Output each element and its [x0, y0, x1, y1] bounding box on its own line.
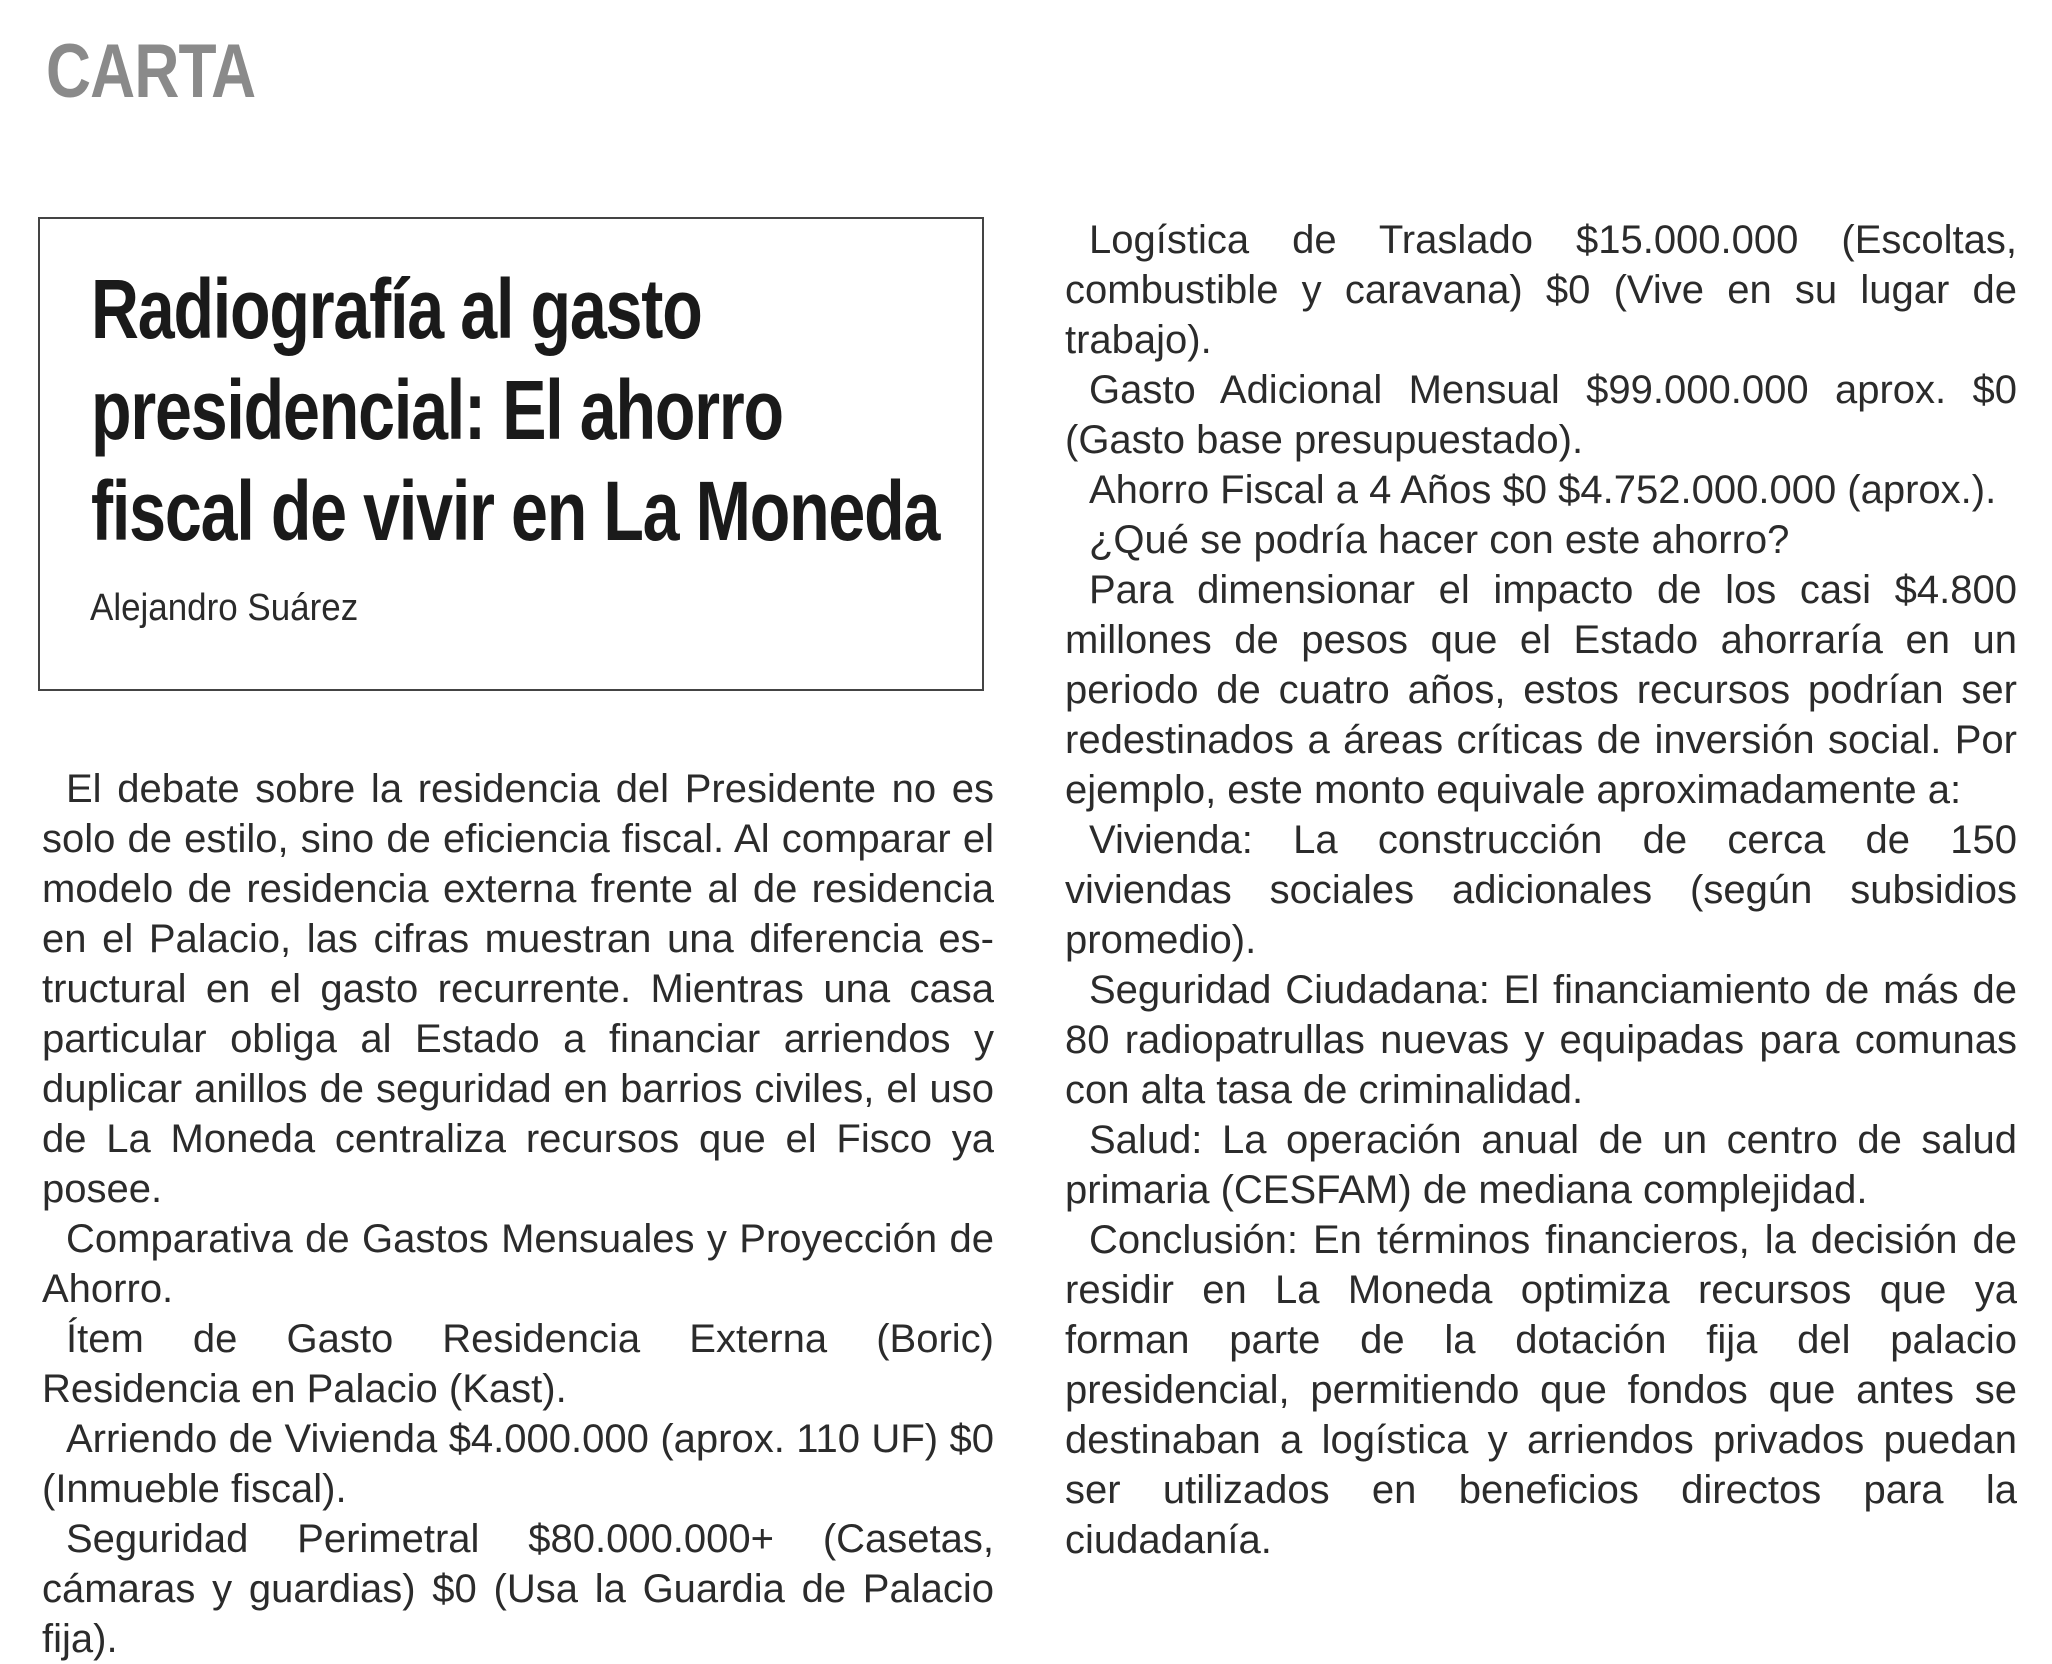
paragraph: Salud: La operación anual de un centro de salud primaria (CESFAM) de mediana complejidad.: [1065, 1118, 2017, 1212]
paragraph: Seguridad Ciudadana: El financiamiento de más de 80 radiopatrullas nuevas y equipadas para comunas con alta tasa de criminalidad.: [1065, 968, 2017, 1112]
article-title: Radiografía al gasto presidencial: El ahorro fiscal de vivir en La Moneda: [91, 262, 940, 558]
right-column: [1065, 215, 2017, 1565]
paragraph: Vivienda: La construcción de cerca de 150 viviendas sociales adicionales (según subsidios promedio).: [1065, 818, 2017, 962]
paragraph: Conclusión: En términos financieros, la decisión de residir en La Moneda optimiza recursos que ya forman parte de la dotación fija del palacio presidencial, permitiendo que fondos que antes se destinaban a logística y arriendos privados puedan ser utilizados en beneficios directos para la ciudadanía.: [1065, 1218, 2017, 1562]
paragraph: Arriendo de Vivienda $4.000.000 (aprox. 110 UF) $0 (Inmueble fiscal).: [42, 1417, 994, 1511]
paragraph: Ahorro Fiscal a 4 Años $0 $4.752.000.000 (aprox.).: [1089, 468, 1997, 512]
left-column: [42, 764, 994, 1664]
headline-box: [38, 217, 984, 691]
section-label: CARTA: [46, 29, 256, 114]
paragraph: Gasto Adicional Mensual $99.000.000 aprox. $0 (Gasto base presupuestado).: [1065, 368, 2017, 462]
paragraph: Ítem de Gasto Residencia Externa (Boric) Residencia en Palacio (Kast).: [42, 1317, 994, 1411]
paragraph: ¿Qué se podría hacer con este ahorro?: [1089, 518, 1790, 562]
paragraph: Para dimensionar el impacto de los casi $4.800 millones de pesos que el Estado ahorraría en un periodo de cuatro años, estos recursos podrían ser redestinados a áreas críticas de inversión social. Por ejemplo, este monto equivale aproximadamente a:: [1065, 568, 2017, 812]
article-author: Alejandro Suárez: [90, 587, 359, 629]
paragraph: Comparativa de Gastos Mensuales y Proyección de Ahorro.: [42, 1217, 994, 1311]
paragraph: Logística de Traslado $15.000.000 (Escoltas, combustible y caravana) $0 (Vive en su lugar de trabajo).: [1065, 218, 2017, 362]
paragraph: El debate sobre la residencia del Presidente no es solo de estilo, sino de eficiencia fiscal. Al comparar el modelo de residencia externa frente al de residencia en el Palacio, las cifras muestran una diferencia es-tructural en el gasto recurrente. Mientras una casa particular obliga al Estado a financiar arriendos y duplicar anillos de seguridad en barrios civiles, el uso de La Moneda centraliza recursos que el Fisco ya posee.: [42, 767, 994, 1211]
paragraph: Seguridad Perimetral $80.000.000+ (Casetas, cámaras y guardias) $0 (Usa la Guardia de Palacio fija).: [42, 1517, 994, 1661]
